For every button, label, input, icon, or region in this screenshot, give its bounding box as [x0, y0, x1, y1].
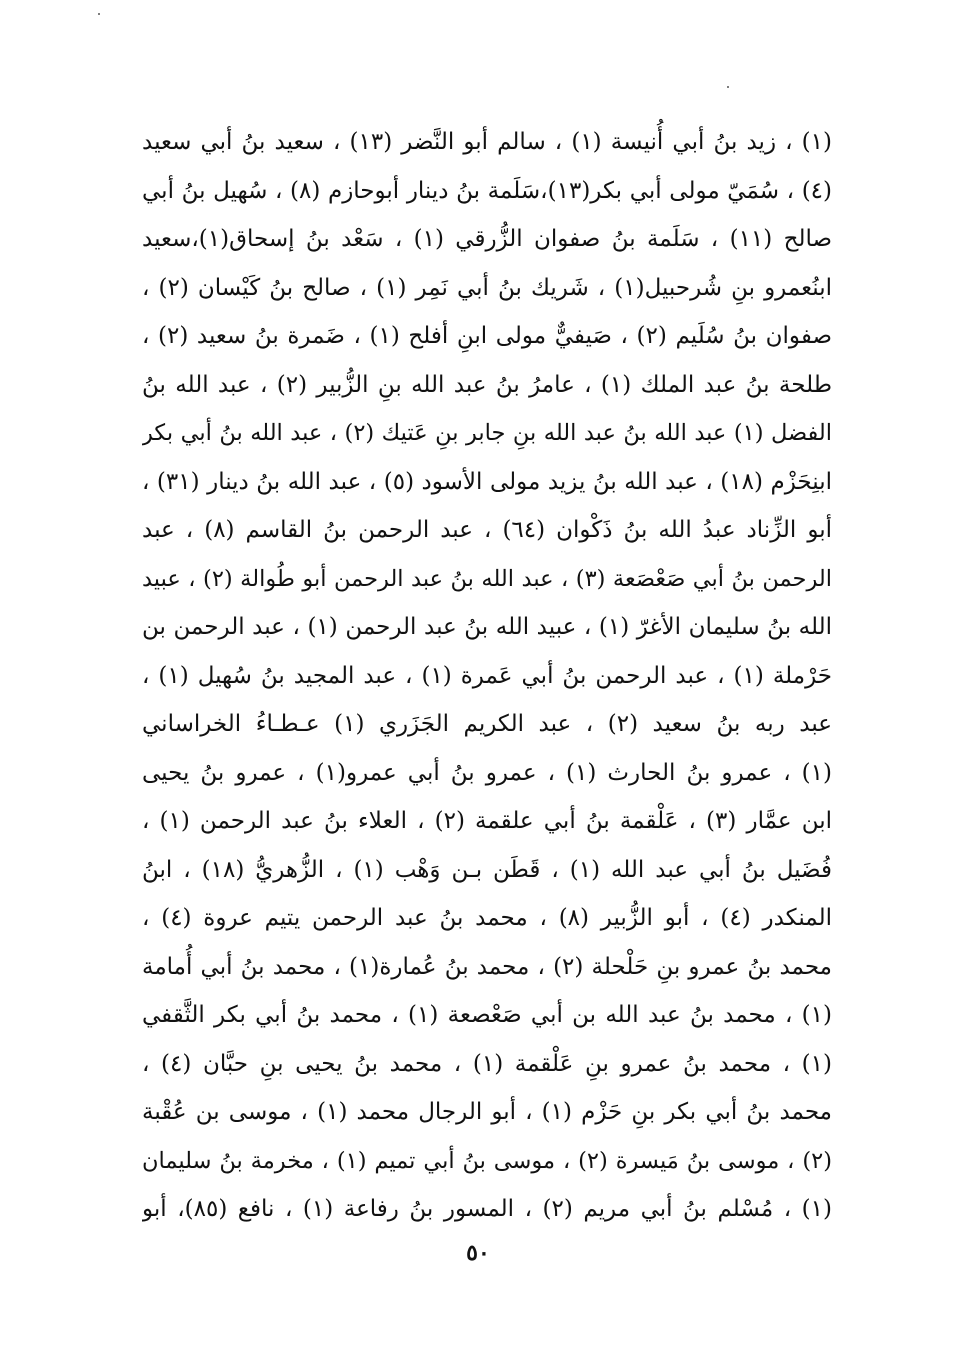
text-line: الله بنُ سليمان الأغرّ (١) ، عبيد الله بنُ عبد الرحمن (١) ، عبد الرحمن بن [142, 614, 832, 640]
text-line: ابنُعمرو بنِ شُرحبيل(١) ، شَريك بنُ أبي نَمِر (١) ، صالح بنُ كَيْسان (٢) ، [142, 274, 832, 301]
text-line: حَرْملة (١) ، عبد الرحمن بنُ أبي عَمرة (١) ، عبد المجيد بنُ سُهيل (١) ، [142, 662, 832, 689]
text-line: (٤) ، سُمَيّ مولى أبي بكر(١٣)،سَلَمة بنُ دينار أبوحازم (٨) ، سُهيل بنُ أبي [142, 177, 832, 204]
text-line: (١) ، محمد بنُ عمرو بنِ عَلْقمة (١) ، محمد بنُ يحيى بنِ حبَّان (٤) ، [142, 1050, 832, 1077]
page-number: ٥٠ [466, 1240, 490, 1266]
text-line: طلحة بنُ عبد الملك (١) ، عامرُ بنُ عبد الله بنِ الزُّبير (٢) ، عبد الله بنُ [142, 371, 832, 398]
body-text [142, 118, 832, 1234]
scan-speck [98, 13, 100, 15]
text-line: (١) ، زيد بنُ أبي أُنيسة (١) ، سالم أبو النَّضر (١٣) ، سعيد بنُ أبي سعيد [142, 129, 832, 155]
text-line: صفوان بنُ سُلَيم (٢) ، صَيفيٌّ مولى ابنِ أفلح (١) ، ضَمرة بنُ سعيد (٢) ، [142, 323, 832, 349]
text-line: ابنِحَزْم (١٨) ، عبد الله بنُ يزيد مولى الأسود (٥) ، عبد الله بنُ دينار (٣١) ، [142, 468, 832, 495]
text-line: أبو الزِّناد عبدُ الله بنُ ذَكْوان (٦٤) ، عبد الرحمن بنُ القاسم (٨) ، عبد [142, 517, 832, 543]
scan-speck [727, 86, 729, 88]
text-line: المنكدر (٤) ، أبو الزُّبير (٨) ، محمد بنُ عبد الرحمن يتيم عروة (٤) ، [142, 905, 832, 931]
text-line: محمد بنُ عمرو بنِ حَلْحلة (٢) ، محمد بنُ عُمارة(١) ، محمد بنُ أبي أُمامة [142, 953, 832, 980]
text-line: الفضل (١) عبد الله بنُ عبد الله بنِ جابر بنِ عَتيك (٢) ، عبد الله بنُ أبي بكر [142, 420, 832, 446]
text-line: (٢) ، موسى بنُ مَيسرة (٢) ، موسى بنُ أبي تميم (١) ، مخرمة بنُ سليمان [142, 1147, 832, 1174]
text-line: محمد بنُ أبي بكر بنِ حَزْم (١) ، أبو الرجال محمد (١) ، موسى بن عُقْبة [142, 1099, 832, 1125]
text-line: الرحمن بنُ أبي صَعْصَعة (٣) ، عبد الله بنُ عبد الرحمن أبو طُوالة (٢) ، عبيد [142, 565, 832, 592]
text-line: (١) ، محمد بنُ عبد الله بن أبي صَعْصعة (١) ، محمد بنُ أبي بكر الثَّقفي [142, 1002, 832, 1028]
text-line: فُضَيل بنُ أبي عبد الله (١) ، قَطَن بـن وَهْب (١) ، الزُّهريُّ (١٨) ، ابنُ [142, 856, 832, 883]
text-line: (١) ، مُسْلم بنُ أبي مريم (٢) ، المسور بنُ رفاعة (١) ، نافع (٨٥)، أبو [142, 1196, 832, 1222]
text-line: عبد ربه بنُ سعيد (٢) ، عبد الكريم الجَزَري (١) عـطـاءُ الخراساني [142, 711, 832, 737]
text-line: ابن عمَّار (٣) ، عَلْقمة بنُ أبي علقمة (٢) ، العلاء بنُ عبد الرحمن (١) ، [142, 808, 832, 834]
text-line: صالح (١١) ، سَلَمة بنُ صفوان الزُّرقي (١) ، سَعْد بنُ إسحاق(١)،سعيد [142, 226, 832, 252]
text-line: (١) ، عمرو بنُ الحارث (١) ، عمرو بنُ أبي عمرو(١) ، عمرو بنُ يحيى [142, 759, 832, 786]
